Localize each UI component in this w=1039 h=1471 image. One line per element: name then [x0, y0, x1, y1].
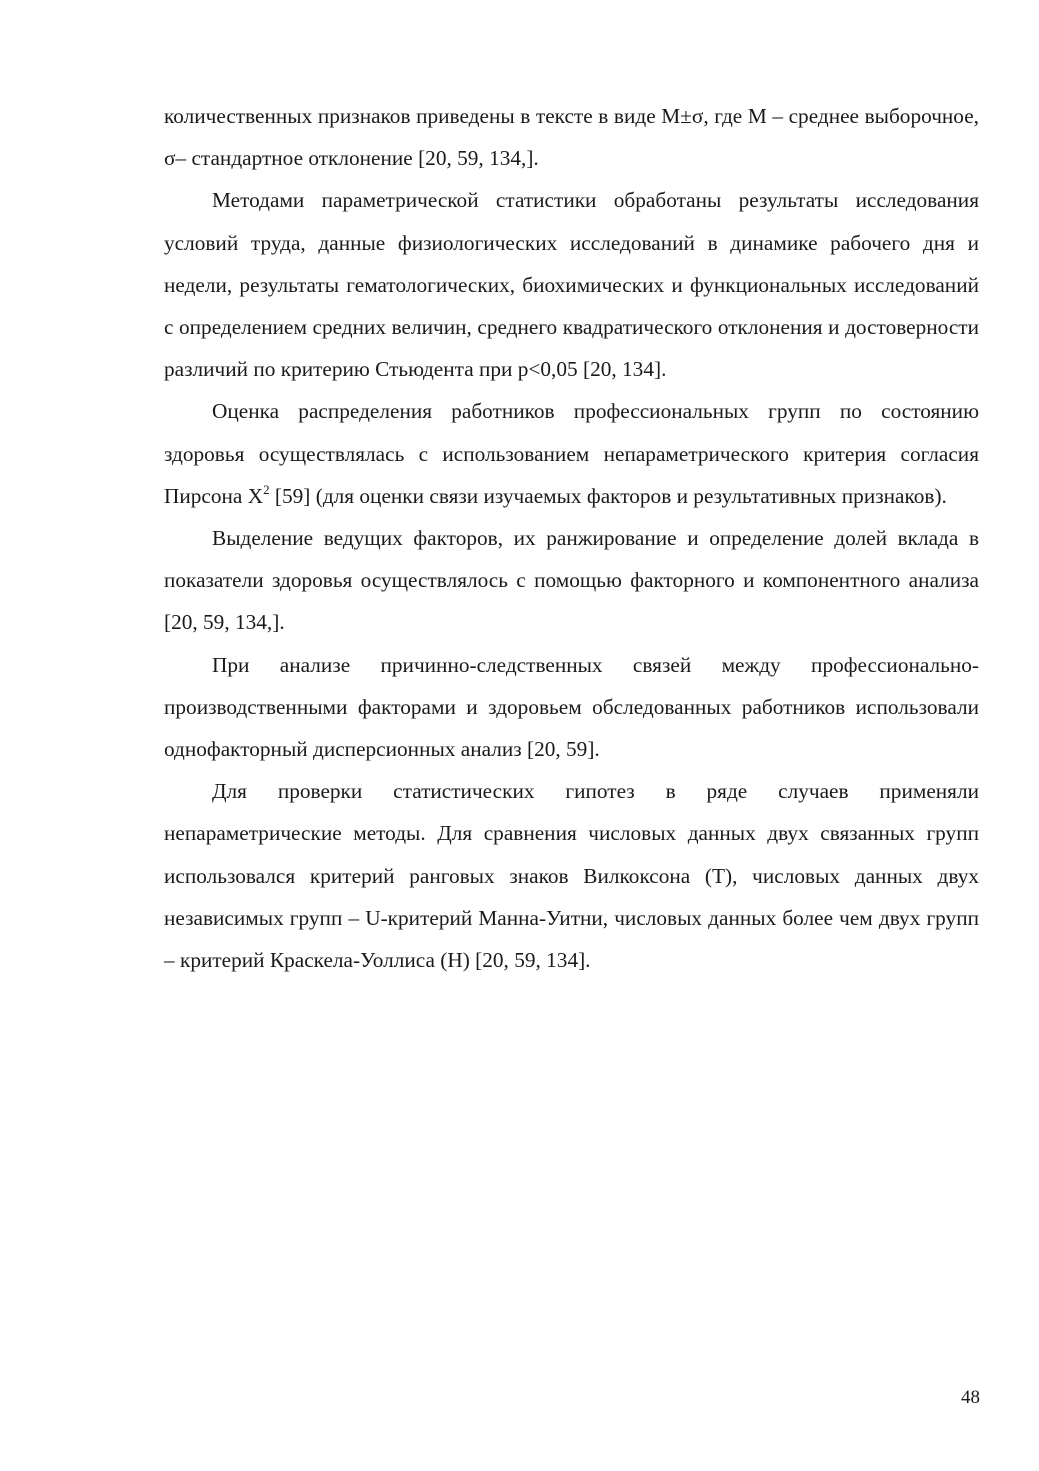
paragraph-factor-analysis: Выделение ведущих факторов, их ранжирование и определение долей вклада в показатели здоровья осуществлялось с помощью факторного и компонентного анализа [20, 59, 134,]. — [164, 526, 979, 635]
paragraph-parametric-statistics: Методами параметрической статистики обработаны результаты исследования условий труда, данные физиологических исследований в динамике рабочего дня и недели, результаты гематологических, биохимических и функциональных исследований с определением средних величин, среднего квадратического отклонения и достоверности различий по критерию Стьюдента при p<0,05 [20, 134]. — [164, 188, 979, 382]
paragraph-pearson-criterion — [164, 390, 979, 517]
pearson-text-before: Оценка распределения работников профессиональных групп по состоянию здоровья осуществлялась с использованием непараметрического критерия согласия Пирсона Х — [164, 399, 979, 508]
paragraph-variance-analysis: При анализе причинно-следственных связей между профессионально-производственными факторами и здоровьем обследованных работников использовали однофакторный дисперсионных анализ [20, 59]. — [164, 652, 979, 762]
body-text — [164, 95, 979, 981]
paragraph-continuation: количественных признаков приведены в тексте в виде M±σ, где M – среднее выборочное, σ– стандартное отклонение [20, 59, 134,]. — [164, 104, 979, 171]
page-number: 48 — [961, 1387, 980, 1408]
pearson-text-after: [59] (для оценки связи изучаемых факторов и результативных признаков). — [269, 483, 947, 508]
paragraph-nonparametric-methods: Для проверки статистических гипотез в ряде случаев применяли непараметрические методы. Для сравнения числовых данных двух связанных групп использовался критерий ранговых знаков Вилкоксона (Т), числовых данных двух независимых групп – U-критерий Манна-Уитни, числовых данных более чем двух групп – критерий Краскела-Уоллиса (Н) [20, 59, 134]. — [164, 779, 979, 973]
pearson-superscript: 2 — [263, 481, 270, 497]
